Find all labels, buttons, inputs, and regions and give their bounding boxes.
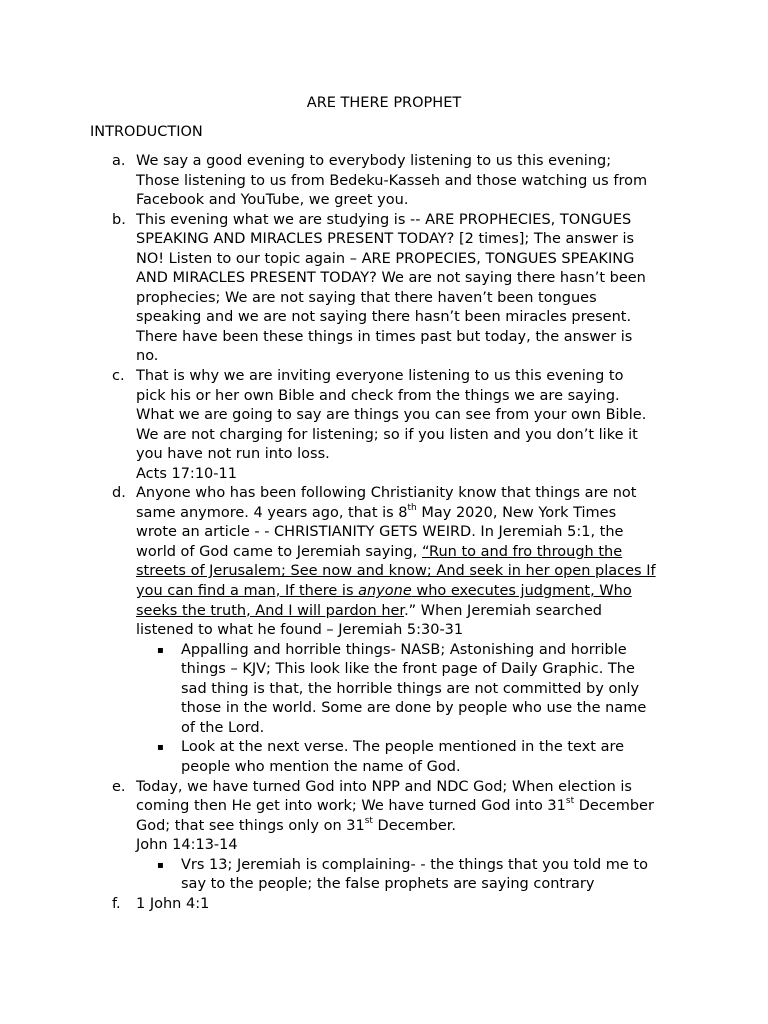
list-item-d (0, 484, 681, 777)
text-segment: coming then He get into work; We have turned God into 31 (136, 798, 566, 815)
text-line: We say a good evening to everybody listening to us this evening; (136, 153, 612, 169)
bullet-item (136, 856, 681, 895)
text-segment: December (574, 798, 654, 815)
text-line (136, 817, 681, 837)
text-segment: world of God came to Jeremiah saying, (136, 543, 422, 560)
text-line: pick his or her own Bible and check from the things we are saying. (136, 387, 620, 404)
text-line: Appalling and horrible things- NASB; Astonishing and horrible (181, 641, 627, 658)
text-line (136, 543, 681, 563)
text-segment: December. (372, 817, 457, 834)
underlined-quote: streets of Jerusalem; See now and know; And seek in her open places If (136, 563, 656, 580)
text-line: those in the world. Some are done by people who use the name (181, 700, 647, 717)
ordinal-superscript: st (364, 815, 373, 826)
square-bullet-icon: ▪ (157, 644, 164, 656)
text-line: What we are going to say are things you can see from your own Bible. (136, 407, 647, 424)
text-line (136, 602, 681, 622)
text-line: Today, we have turned God into NPP and NDC God; When election is (136, 778, 632, 795)
text-line (136, 504, 681, 524)
bullet-item (136, 641, 681, 739)
bullet-item (136, 738, 681, 777)
text-line: say to the people; the false prophets are saying contrary (181, 876, 595, 893)
scripture-reference: Acts 17:10-11 (136, 465, 237, 482)
text-line: Anyone who has been following Christianity know that things are not (136, 485, 637, 502)
text-line: sad thing is that, the horrible things are not committed by only (181, 680, 640, 697)
text-line: This evening what we are studying is -- ARE PROPHECIES, TONGUES (136, 211, 632, 228)
list-item-b (0, 211, 681, 367)
text-segment: May 2020, New York Times (416, 504, 617, 521)
list-marker: d. (112, 485, 126, 502)
list-marker: c. (112, 368, 125, 385)
text-line: Facebook and YouTube, we greet you. (136, 192, 409, 209)
underlined-quote: “Run to and fro through the (421, 543, 623, 560)
text-line: speaking and we are not saying there hasn’t been miracles present. (136, 309, 632, 326)
text-line: AND MIRACLES PRESENT TODAY? We are not saying there hasn’t been (136, 270, 646, 287)
text-line: prophecies; We are not saying that there haven’t been tongues (136, 289, 597, 306)
text-line: That is why we are inviting everyone listening to us this evening to (136, 368, 624, 385)
text-line: Those listening to us from Bedeku-Kasseh and those watching us from (136, 172, 648, 189)
list-item-e (0, 778, 681, 895)
bullet-list (136, 641, 681, 778)
list-marker: e. (112, 778, 126, 795)
text-line (136, 582, 681, 602)
ordinal-superscript: st (565, 796, 575, 807)
text-line: people who mention the name of God. (181, 758, 461, 775)
section-heading: INTRODUCTION (90, 124, 203, 140)
list-marker: f. (112, 895, 121, 912)
list-marker: a. (112, 153, 126, 169)
scripture-reference: John 14:13-14 (136, 837, 238, 854)
square-bullet-icon: ▪ (157, 859, 164, 871)
text-line: of the Lord. (181, 719, 265, 736)
list-item-a (0, 152, 681, 211)
text-line (136, 562, 681, 582)
intro-list (0, 152, 768, 914)
page-title: ARE THERE PROPHET (306, 95, 462, 111)
underlined-quote: seeks the truth, And I will pardon her (136, 602, 405, 619)
list-item-f (0, 895, 681, 915)
text-line: things – KJV; This look like the front page of Daily Graphic. The (181, 661, 635, 678)
text-line: you have not run into loss. (136, 446, 330, 463)
text-line: There have been these things in times past but today, the answer is (136, 328, 633, 345)
text-line: listened to what he found – Jeremiah 5:30-31 (136, 622, 464, 639)
text-line: wrote an article - - CHRISTIANITY GETS WEIRD. In Jeremiah 5:1, the (136, 524, 624, 541)
square-bullet-icon: ▪ (157, 742, 164, 754)
text-line: NO! Listen to our topic again – ARE PROPECIES, TONGUES SPEAKING (136, 250, 635, 267)
underlined-quote: you can find a man, If there is (136, 583, 359, 600)
list-item-c (0, 367, 681, 484)
bullet-list (136, 856, 681, 895)
underlined-quote: who executes judgment, Who (411, 583, 632, 600)
text-line (136, 797, 681, 817)
text-line: Vrs 13; Jeremiah is complaining- - the things that you told me to (181, 856, 648, 873)
text-line: We are not charging for listening; so if you listen and you don’t like it (136, 426, 638, 443)
text-segment: same anymore. 4 years ago, that is 8 (136, 504, 408, 521)
text-line: Look at the next verse. The people mentioned in the text are (181, 739, 625, 756)
text-segment: God; that see things only on 31 (136, 817, 365, 834)
text-segment: .” When Jeremiah searched (404, 602, 602, 619)
list-marker: b. (112, 211, 126, 228)
text-line: no. (136, 348, 159, 365)
emphasis-text: anyone (358, 583, 412, 600)
text-line: SPEAKING AND MIRACLES PRESENT TODAY? [2 times]; The answer is (136, 231, 635, 248)
scripture-reference: 1 John 4:1 (136, 895, 210, 912)
ordinal-superscript: th (407, 503, 417, 514)
